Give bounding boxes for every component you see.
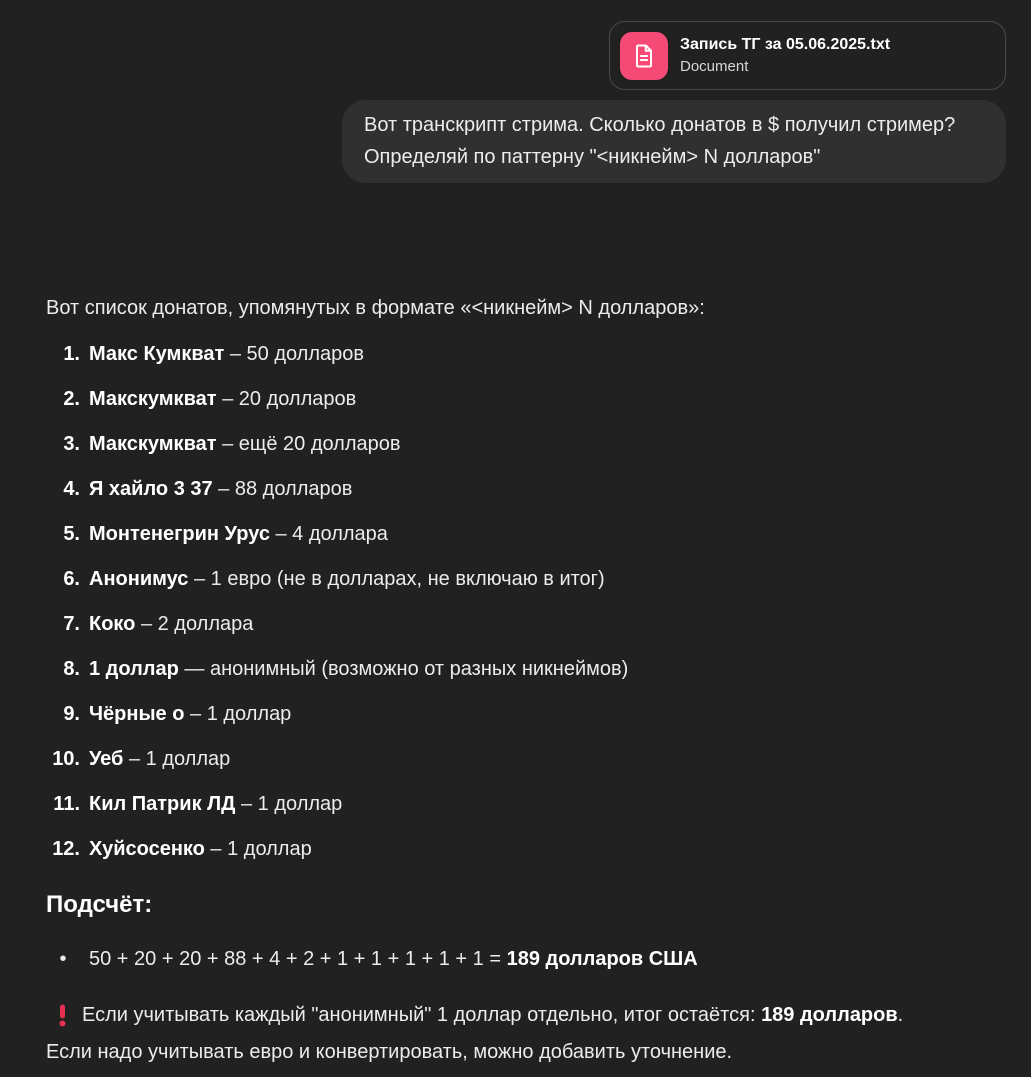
donation-amount: — анонимный (возможно от разных никнеймов)	[178, 658, 629, 680]
donation-name: Макскумкват	[89, 433, 217, 455]
attachment-meta	[680, 34, 890, 77]
donation-item	[46, 565, 1006, 593]
donation-item	[46, 385, 1006, 413]
note-prefix: Если учитывать каждый "анонимный" 1 доллар отдельно, итог остаётся:	[82, 1004, 762, 1026]
donation-item	[46, 340, 1006, 368]
donation-text	[89, 835, 312, 863]
donation-amount: – 20 долларов	[216, 388, 357, 410]
sum-expression: 50 + 20 + 20 + 88 + 4 + 2 + 1 + 1 + 1 + 1 + 1 =	[89, 948, 507, 970]
donation-text	[89, 475, 352, 503]
user-message-line-1: Вот транскрипт стрима. Сколько донатов в $ получил стример?	[364, 114, 956, 136]
donation-name: Макс Кумкват	[89, 343, 225, 365]
donation-text	[89, 745, 230, 773]
donation-text	[89, 520, 388, 548]
bullet-icon: •	[59, 948, 67, 970]
donation-item	[46, 790, 1006, 818]
donation-amount: – 50 долларов	[224, 343, 365, 365]
sum-line	[89, 945, 698, 973]
donation-item	[46, 655, 1006, 683]
donation-text	[89, 430, 401, 458]
donation-text	[89, 340, 364, 368]
user-message-bubble	[342, 100, 1006, 183]
donation-amount: – 1 доллар	[123, 748, 231, 770]
donation-name: 1 доллар	[89, 658, 179, 680]
note-paragraph	[46, 1001, 1006, 1066]
sum-total: 189 долларов США	[506, 948, 698, 970]
note-total: 189 долларов	[761, 1004, 898, 1026]
donation-name: Я хайло 3 37	[89, 478, 213, 500]
donation-number: 9.	[63, 703, 80, 725]
donation-name: Хуйсосенко	[89, 838, 205, 860]
attachment-filename: Запись ТГ за 05.06.2025.txt	[680, 36, 891, 53]
donation-number: 5.	[63, 523, 80, 545]
donation-amount: – ещё 20 долларов	[216, 433, 401, 455]
donation-amount: – 1 доллар	[235, 793, 343, 815]
donation-amount: – 4 доллара	[269, 523, 388, 545]
donation-name: Уеб	[89, 748, 124, 770]
user-message-line-2: Определяй по паттерну "<никнейм> N долларов"	[364, 146, 821, 168]
donation-number: 12.	[52, 838, 80, 860]
donation-amount: – 1 евро (не в долларах, не включаю в итог)	[188, 568, 605, 590]
user-message-group	[0, 0, 1031, 183]
note-line-2: Если надо учитывать евро и конвертировать, можно добавить уточнение.	[46, 1041, 733, 1063]
donation-text	[89, 790, 342, 818]
note-line-1-text	[82, 1001, 903, 1029]
donation-number: 6.	[63, 568, 80, 590]
attachment-kind: Document	[680, 58, 749, 75]
donation-text	[89, 565, 605, 593]
donation-item	[46, 610, 1006, 638]
document-icon	[620, 32, 668, 80]
sum-row	[46, 945, 1006, 973]
donation-name: Анонимус	[89, 568, 189, 590]
donation-number: 10.	[52, 748, 80, 770]
donation-list	[46, 340, 1006, 863]
exclamation-icon	[56, 1004, 69, 1027]
donation-name: Чёрные о	[89, 703, 185, 725]
donation-item	[46, 835, 1006, 863]
note-suffix: .	[897, 1004, 904, 1026]
assistant-message	[46, 294, 1006, 1066]
attachment-card[interactable]	[609, 21, 1006, 90]
donation-number: 8.	[63, 658, 80, 680]
donation-item	[46, 745, 1006, 773]
donation-text	[89, 700, 291, 728]
donation-amount: – 1 доллар	[204, 838, 312, 860]
donation-item	[46, 520, 1006, 548]
donation-number: 1.	[63, 343, 80, 365]
summary-heading: Подсчёт:	[46, 891, 153, 918]
donation-item	[46, 700, 1006, 728]
assistant-intro: Вот список донатов, упомянутых в формате «<никнейм> N долларов»:	[46, 297, 705, 319]
donation-amount: – 2 доллара	[135, 613, 254, 635]
donation-number: 7.	[63, 613, 80, 635]
donation-text	[89, 655, 628, 683]
donation-name: Макскумкват	[89, 388, 217, 410]
donation-name: Кил Патрик ЛД	[89, 793, 236, 815]
donation-name: Монтенегрин Урус	[89, 523, 270, 545]
donation-name: Коко	[89, 613, 136, 635]
donation-text	[89, 610, 253, 638]
donation-amount: – 88 долларов	[212, 478, 353, 500]
donation-number: 3.	[63, 433, 80, 455]
donation-amount: – 1 доллар	[184, 703, 292, 725]
donation-text	[89, 385, 356, 413]
donation-number: 2.	[63, 388, 80, 410]
note-line-1	[46, 1001, 1006, 1029]
donation-item	[46, 475, 1006, 503]
donation-number: 4.	[63, 478, 80, 500]
donation-number: 11.	[53, 793, 80, 815]
donation-item	[46, 430, 1006, 458]
